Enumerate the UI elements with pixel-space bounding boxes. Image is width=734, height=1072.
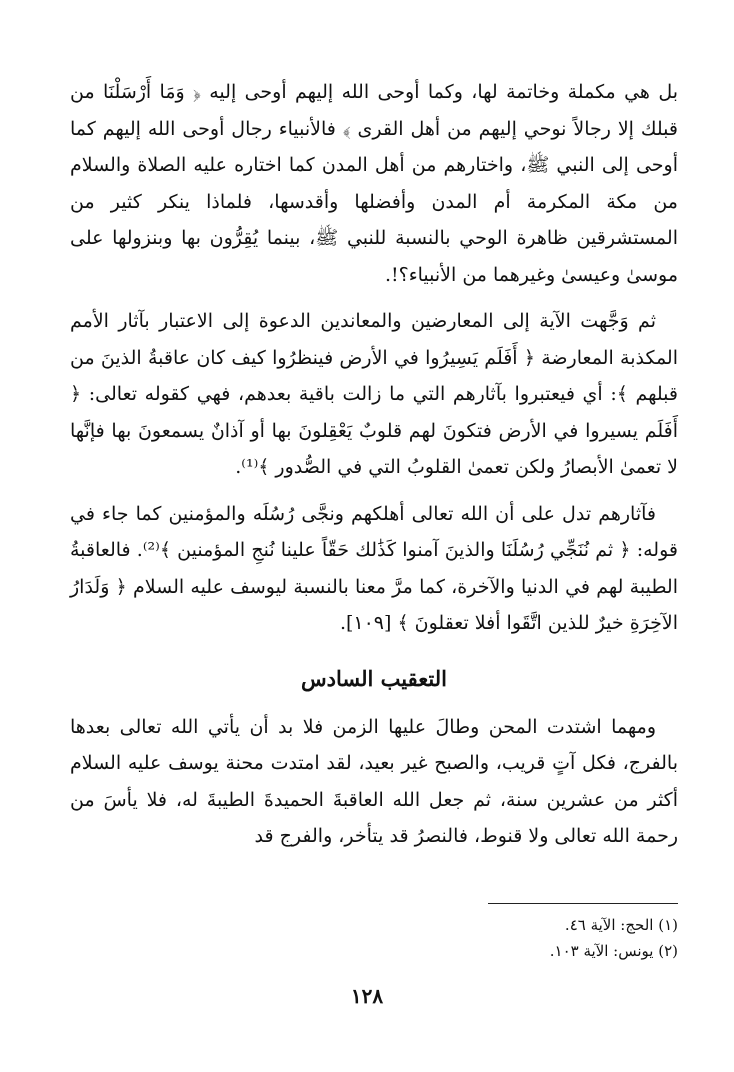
footnote-divider: [488, 903, 678, 904]
page-body: [70, 74, 678, 865]
footnote-1: (١) الحج: الآية ٤٦.: [564, 916, 678, 934]
footnote-2: (٢) يونس: الآية ١٠٣.: [549, 942, 678, 960]
paragraph-2: ثم وَجَّهت الآية إلى المعارضين والمعاندين الدعوة إلى الاعتبار بآثار الأمم المكذبة المعارضة ﴿ أَفَلَم يَسِيرُوا في الأرض فينظرُوا كيف كان عاقبةُ الذينَ من قبلهم ﴾: أي فيعتبروا بآثارهم التي ما زالت باقية بعدهم، فهي كقوله تعالى: ﴿ أَفَلَم يسيروا في الأرض فتكونَ لهم قلوبٌ يَعْقِلونَ بها أو آذانٌ يسمعونَ بها فإنَّها لا تعمىٰ الأبصارُ ولكن تعمىٰ القلوبُ التي في الصُّدور ﴾⁽¹⁾.: [70, 310, 678, 478]
section-heading: التعقيب السادس: [301, 665, 447, 691]
paragraph-4: ومهما اشتدت المحن وطالَ عليها الزمن فلا بد أن يأتي الله تعالى بعدها بالفرج، فكل آتٍ قريب، والصبح غير بعيد، لقد امتدت محنة يوسف عليه السلام أكثر من عشرين سنة، ثم جعل الله العاقبةَ الحميدةَ الطيبةَ له، فلا يأسَ من رحمة الله تعالى ولا قنوط، فالنصرُ قد يتأخر، والفرج قد: [70, 715, 678, 847]
footnotes: [70, 903, 678, 964]
page-number: ١٢٨: [350, 984, 384, 1008]
paragraph-3: فآثارهم تدل على أن الله تعالى أهلكهم ونجَّى رُسُلَه والمؤمنين كما جاء في قوله: ﴿ ثم نُنَجِّي رُسُلَنَا والذينَ آمنوا كَذَٰلك حَقّاً علينا نُنجِ المؤمنين ﴾⁽²⁾. فالعاقبةُ الطيبة لهم في الدنيا والآخرة، كما مرَّ معنا بالنسبة ليوسف عليه السلام ﴿ وَلَدَارُ الآخِرَةِ خيرٌ للذين اتَّقَوا أفلا تعقلونَ ﴾ [١٠٩].: [70, 502, 678, 634]
paragraph-1: بل هي مكملة وخاتمة لها، وكما أوحى الله إليهم أوحى إليه ﴿ وَمَا أَرْسَلْنَا من قبلك إلا رجالاً نوحي إليهم من أهل القرى ﴾ فالأنبياء رجال أوحى الله إليهم كما أوحى إلى النبي ﷺ، واختارهم من أهل المدن كما اختاره عليه الصلاة والسلام من مكة المكرمة أم المدن وأفضلها وأقدسها، فلماذا ينكر كثير من المستشرقين ظاهرة الوحي بالنسبة للنبي ﷺ، بينما يُقِرُّون بها وبنزولها على موسىٰ وعيسىٰ وغيرهما من الأنبياء؟!.: [70, 81, 678, 286]
